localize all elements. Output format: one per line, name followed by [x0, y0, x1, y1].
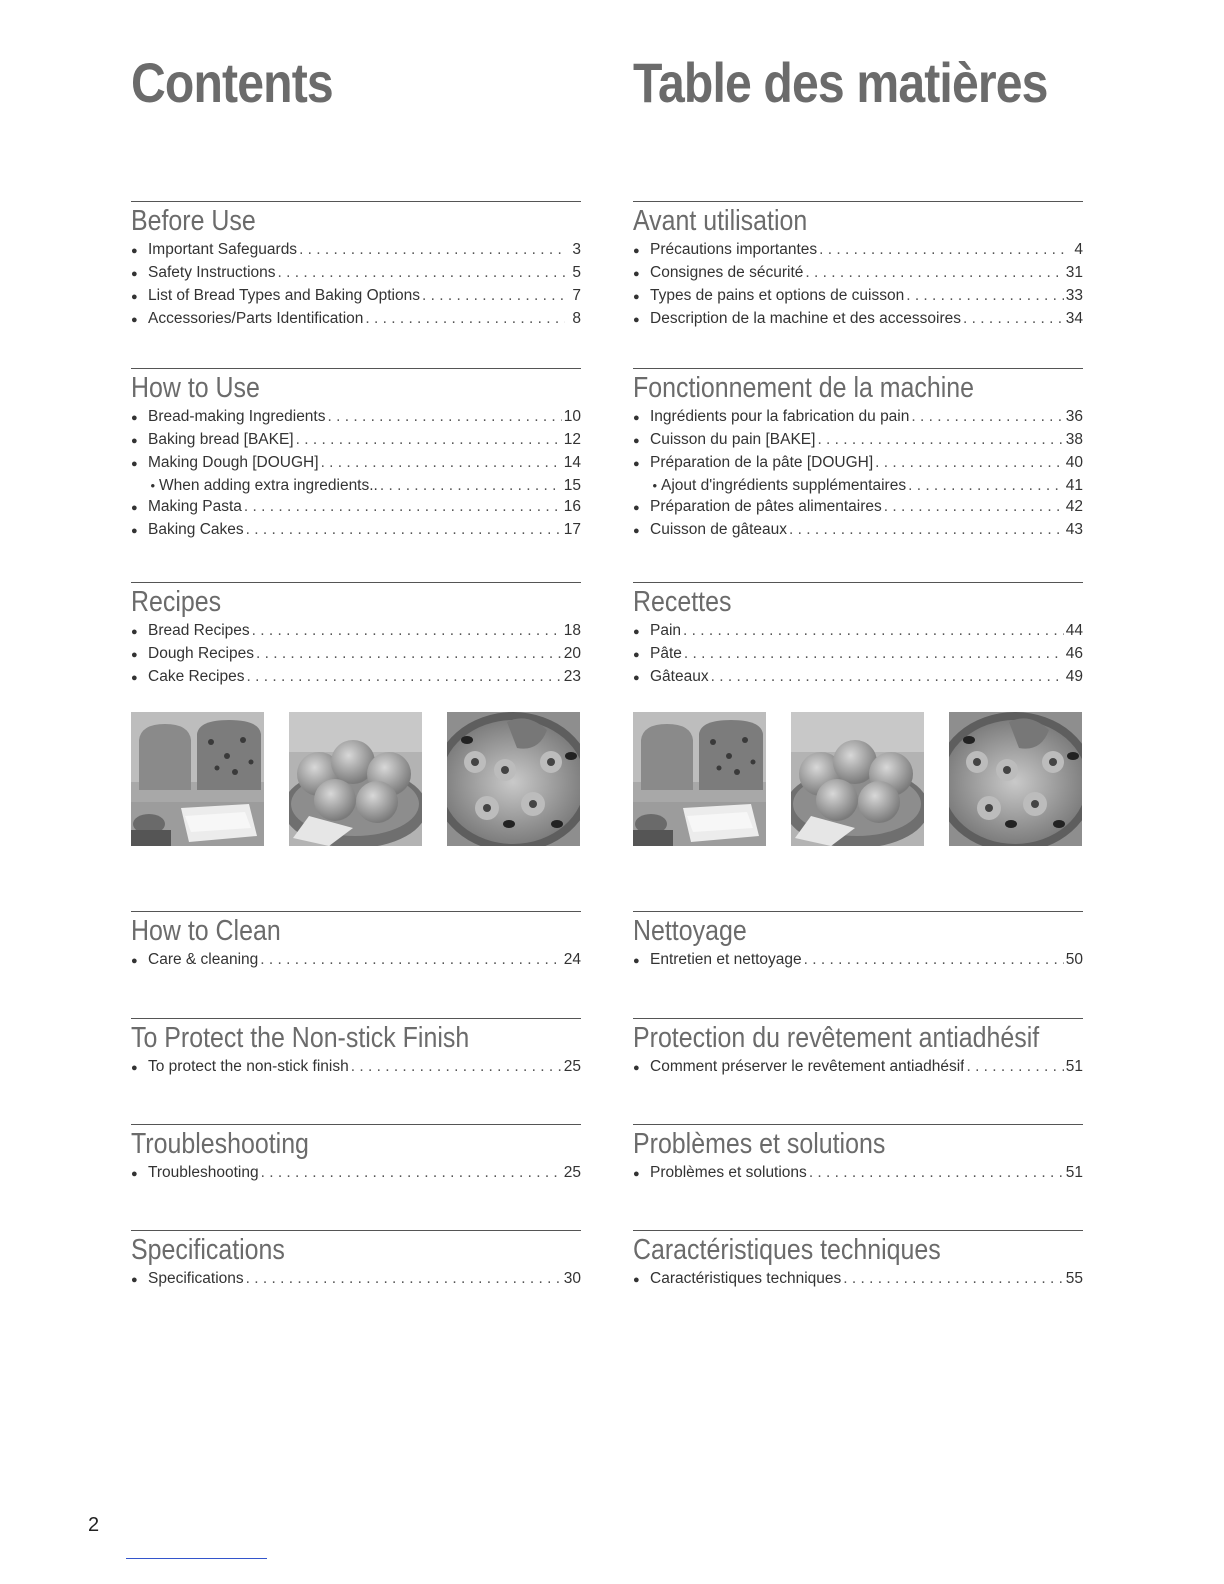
bullet-icon: ●	[131, 1274, 138, 1286]
toc-entry-label: Consignes de sécurité	[650, 264, 804, 281]
section-heading: Protection du revêtement antiadhésif	[633, 1022, 1040, 1054]
section-heading: Recipes	[131, 586, 222, 618]
toc-entry-label: List of Bread Types and Baking Options	[148, 287, 420, 304]
toc-section-problemes	[633, 1124, 1083, 1185]
section-heading: Caractéristiques techniques	[633, 1234, 941, 1266]
sub-bullet-icon: •	[150, 478, 155, 493]
toc-entry-label: Types de pains et options de cuisson	[650, 287, 905, 304]
dot-leader	[247, 666, 562, 687]
toc-entry-label: Care & cleaning	[148, 951, 259, 968]
toc-entry-label: Ingrédients pour la fabrication du pain	[650, 408, 910, 425]
toc-entry[interactable]	[131, 452, 581, 475]
toc-entry[interactable]	[633, 406, 1083, 429]
toc-entry-page: 23	[563, 668, 581, 685]
bullet-icon: ●	[131, 1062, 138, 1074]
bullet-icon: ●	[131, 435, 138, 447]
toc-entry-page: 30	[563, 1270, 581, 1287]
toc-entry-page: 12	[563, 431, 581, 448]
section-heading: Avant utilisation	[633, 205, 808, 237]
toc-entry[interactable]	[633, 519, 1083, 542]
bullet-icon: ●	[131, 314, 138, 326]
toc-entry-label: Baking Cakes	[148, 521, 244, 538]
toc-entry-label: Troubleshooting	[148, 1164, 259, 1181]
toc-entry-label: Gâteaux	[650, 668, 709, 685]
toc-entry[interactable]	[131, 949, 581, 972]
toc-entry-page: 5	[572, 264, 581, 281]
toc-entry[interactable]	[633, 666, 1083, 689]
bullet-icon: ●	[633, 435, 640, 447]
toc-entry-label: Préparation de pâtes alimentaires	[650, 498, 882, 515]
section-heading: Specifications	[131, 1234, 285, 1266]
dot-leader	[246, 1268, 562, 1289]
toc-entry-label: Précautions importantes	[650, 241, 818, 258]
toc-entry-page: 8	[572, 310, 581, 327]
section-heading: Nettoyage	[633, 915, 747, 947]
toc-entry-page: 24	[563, 951, 581, 968]
toc-section-fonctionnement	[633, 368, 1083, 542]
toc-entry-page: 10	[563, 408, 581, 425]
toc-section-recipes	[131, 582, 581, 689]
toc-section-caracteristiques	[633, 1230, 1083, 1291]
dot-leader	[963, 308, 1064, 329]
footer-rule	[126, 1558, 267, 1559]
dot-leader	[805, 262, 1063, 283]
bullet-icon: ●	[131, 291, 138, 303]
toc-entry-page: 3	[572, 241, 581, 258]
toc-entry-page: 38	[1065, 431, 1083, 448]
toc-entry-page: 25	[563, 1164, 581, 1181]
bullet-icon: ●	[131, 458, 138, 470]
bullet-icon: ●	[633, 1062, 640, 1074]
toc-entry[interactable]	[633, 308, 1083, 331]
toc-entry[interactable]	[131, 620, 581, 643]
photo-strip	[633, 712, 1083, 846]
bullet-icon: ●	[131, 955, 138, 967]
toc-entry-label: Ajout d'ingrédients supplémentaires	[661, 477, 907, 494]
section-heading: How to Clean	[131, 915, 281, 947]
bread-loaves-photo	[633, 712, 766, 846]
dot-leader	[683, 620, 1064, 641]
bullet-icon: ●	[633, 1274, 640, 1286]
bullet-icon: ●	[131, 245, 138, 257]
toc-section-avant-utilisation	[633, 201, 1083, 331]
toc-entry[interactable]	[131, 1162, 581, 1185]
toc-entry-page: 18	[563, 622, 581, 639]
toc-section-troubleshooting	[131, 1124, 581, 1185]
toc-entry-label: When adding extra ingredients..	[159, 477, 378, 494]
toc-entry-label: Pain	[650, 622, 682, 639]
page-number: 2	[88, 1514, 100, 1536]
bullet-icon: ●	[131, 268, 138, 280]
toc-entry-label: Description de la machine et des accessoires	[650, 310, 962, 327]
toc-entry-label: Caractéristiques techniques	[650, 1270, 842, 1287]
toc-section-nettoyage	[633, 911, 1083, 972]
toc-entry[interactable]	[131, 666, 581, 689]
dot-leader	[906, 285, 1064, 306]
toc-entry[interactable]	[633, 949, 1083, 972]
toc-entry-page: 14	[563, 454, 581, 471]
toc-entry-label: Pâte	[650, 645, 682, 662]
toc-entry[interactable]	[633, 429, 1083, 452]
toc-entry-label: Problèmes et solutions	[650, 1164, 807, 1181]
toc-entry[interactable]	[633, 1056, 1083, 1079]
section-heading: Problèmes et solutions	[633, 1128, 886, 1160]
toc-entry[interactable]	[633, 452, 1083, 475]
toc-entry[interactable]	[633, 285, 1083, 308]
sub-bullet-icon: •	[652, 478, 657, 493]
toc-entry-page: 7	[572, 287, 581, 304]
toc-entry-page: 25	[563, 1058, 581, 1075]
toc-entry-label: Making Pasta	[148, 498, 242, 515]
dot-leader	[256, 643, 562, 664]
dot-leader	[299, 239, 565, 260]
toc-entry[interactable]	[633, 1162, 1083, 1185]
section-heading: Recettes	[633, 586, 732, 618]
toc-entry[interactable]	[131, 1268, 581, 1291]
dot-leader	[365, 308, 565, 329]
toc-entry[interactable]	[131, 262, 581, 285]
toc-entry[interactable]	[633, 239, 1083, 262]
toc-entry[interactable]	[633, 262, 1083, 285]
toc-section-non-stick	[131, 1018, 581, 1079]
toc-entry-label: Cake Recipes	[148, 668, 245, 685]
dot-leader	[351, 1056, 562, 1077]
toc-entry-page: 40	[1065, 454, 1083, 471]
bullet-icon: ●	[633, 314, 640, 326]
dot-leader	[819, 239, 1067, 260]
bullet-icon: ●	[131, 1168, 138, 1180]
photo-strip	[131, 712, 581, 846]
toc-entry-page: 44	[1065, 622, 1083, 639]
toc-section-how-to-clean	[131, 911, 581, 972]
toc-entry[interactable]	[131, 239, 581, 262]
dot-leader	[966, 1056, 1063, 1077]
bullet-icon: ●	[633, 458, 640, 470]
bullet-icon: ●	[633, 291, 640, 303]
bullet-icon: ●	[131, 502, 138, 514]
toc-entry[interactable]	[131, 1056, 581, 1079]
bullet-icon: ●	[633, 626, 640, 638]
dot-leader	[380, 475, 562, 496]
toc-entry[interactable]	[131, 285, 581, 308]
toc-entry-page: 31	[1065, 264, 1083, 281]
toc-entry-page: 51	[1065, 1164, 1083, 1181]
page-title-fr: Table des matières	[633, 51, 1048, 114]
dot-leader	[804, 949, 1064, 970]
bullet-icon: ●	[131, 649, 138, 661]
toc-entry-label: To protect the non-stick finish	[148, 1058, 349, 1075]
bullet-icon: ●	[633, 268, 640, 280]
toc-subentry[interactable]	[633, 475, 1083, 496]
section-heading: How to Use	[131, 372, 260, 404]
toc-entry-page: 46	[1065, 645, 1083, 662]
bread-loaves-photo	[131, 712, 264, 846]
dot-leader	[884, 496, 1064, 517]
bullet-icon: ●	[633, 502, 640, 514]
toc-entry-label: Baking bread [BAKE]	[148, 431, 294, 448]
dot-leader	[261, 1162, 562, 1183]
dot-leader	[252, 620, 562, 641]
toc-entry[interactable]	[131, 308, 581, 331]
toc-section-protection	[633, 1018, 1083, 1079]
toc-entry-page: 4	[1074, 241, 1083, 258]
section-heading: Troubleshooting	[131, 1128, 309, 1160]
dot-leader	[260, 949, 561, 970]
bullet-icon: ●	[633, 245, 640, 257]
dot-leader	[296, 429, 562, 450]
toc-entry-label: Accessories/Parts Identification	[148, 310, 364, 327]
toc-entry[interactable]	[131, 643, 581, 666]
bullet-icon: ●	[131, 672, 138, 684]
toc-entry-label: Cuisson du pain [BAKE]	[650, 431, 816, 448]
toc-entry-label: Important Safeguards	[148, 241, 298, 258]
toc-entry-label: Entretien et nettoyage	[650, 951, 802, 968]
toc-entry-label: Safety Instructions	[148, 264, 276, 281]
bullet-icon: ●	[633, 1168, 640, 1180]
bullet-icon: ●	[131, 626, 138, 638]
toc-entry-page: 50	[1065, 951, 1083, 968]
dot-leader	[246, 519, 562, 540]
toc-entry-page: 36	[1065, 408, 1083, 425]
toc-entry-label: Bread Recipes	[148, 622, 250, 639]
dot-leader	[911, 406, 1063, 427]
toc-entry-label: Specifications	[148, 1270, 244, 1287]
bread-rolls-basket-photo	[791, 712, 924, 846]
toc-section-how-to-use	[131, 368, 581, 542]
toc-subentry[interactable]	[131, 475, 581, 496]
page-title: Contents	[131, 51, 333, 114]
toc-section-specifications	[131, 1230, 581, 1291]
bullet-icon: ●	[633, 649, 640, 661]
toc-entry-page: 42	[1065, 498, 1083, 515]
toc-entry[interactable]	[131, 406, 581, 429]
toc-entry-page: 49	[1065, 668, 1083, 685]
pizza-photo	[949, 712, 1082, 846]
bullet-icon: ●	[633, 412, 640, 424]
toc-entry-page: 16	[563, 498, 581, 515]
toc-entry[interactable]	[633, 1268, 1083, 1291]
toc-entry-page: 43	[1065, 521, 1083, 538]
dot-leader	[278, 262, 565, 283]
dot-leader	[789, 519, 1064, 540]
dot-leader	[244, 496, 562, 517]
toc-entry[interactable]	[131, 519, 581, 542]
toc-entry[interactable]	[633, 620, 1083, 643]
toc-entry-label: Cuisson de gâteaux	[650, 521, 788, 538]
bread-rolls-basket-photo	[289, 712, 422, 846]
toc-entry-label: Préparation de la pâte [DOUGH]	[650, 454, 874, 471]
toc-entry-page: 15	[563, 477, 581, 494]
toc-entry-page: 17	[563, 521, 581, 538]
dot-leader	[908, 475, 1064, 496]
toc-entry-label: Bread-making Ingredients	[148, 408, 326, 425]
section-heading: Fonctionnement de la machine	[633, 372, 975, 404]
dot-leader	[711, 666, 1064, 687]
dot-leader	[321, 452, 562, 473]
toc-entry[interactable]	[633, 496, 1083, 519]
toc-entry[interactable]	[131, 429, 581, 452]
bullet-icon: ●	[633, 672, 640, 684]
pizza-photo	[447, 712, 580, 846]
toc-entry-page: 51	[1065, 1058, 1083, 1075]
toc-entry-page: 20	[563, 645, 581, 662]
bullet-icon: ●	[633, 955, 640, 967]
dot-leader	[809, 1162, 1064, 1183]
toc-entry[interactable]	[633, 643, 1083, 666]
dot-leader	[684, 643, 1064, 664]
section-heading: Before Use	[131, 205, 256, 237]
bullet-icon: ●	[633, 525, 640, 537]
section-heading: To Protect the Non-stick Finish	[131, 1022, 470, 1054]
bullet-icon: ●	[131, 412, 138, 424]
dot-leader	[875, 452, 1064, 473]
toc-entry-label: Dough Recipes	[148, 645, 254, 662]
dot-leader	[817, 429, 1063, 450]
toc-section-before-use	[131, 201, 581, 331]
bullet-icon: ●	[131, 525, 138, 537]
dot-leader	[328, 406, 562, 427]
toc-entry[interactable]	[131, 496, 581, 519]
toc-section-recettes	[633, 582, 1083, 689]
dot-leader	[422, 285, 565, 306]
toc-entry-page: 55	[1065, 1270, 1083, 1287]
dot-leader	[843, 1268, 1063, 1289]
toc-entry-page: 41	[1065, 477, 1083, 494]
toc-entry-label: Making Dough [DOUGH]	[148, 454, 319, 471]
toc-entry-page: 34	[1065, 310, 1083, 327]
toc-entry-label: Comment préserver le revêtement antiadhésif	[650, 1058, 965, 1075]
toc-entry-page: 33	[1065, 287, 1083, 304]
